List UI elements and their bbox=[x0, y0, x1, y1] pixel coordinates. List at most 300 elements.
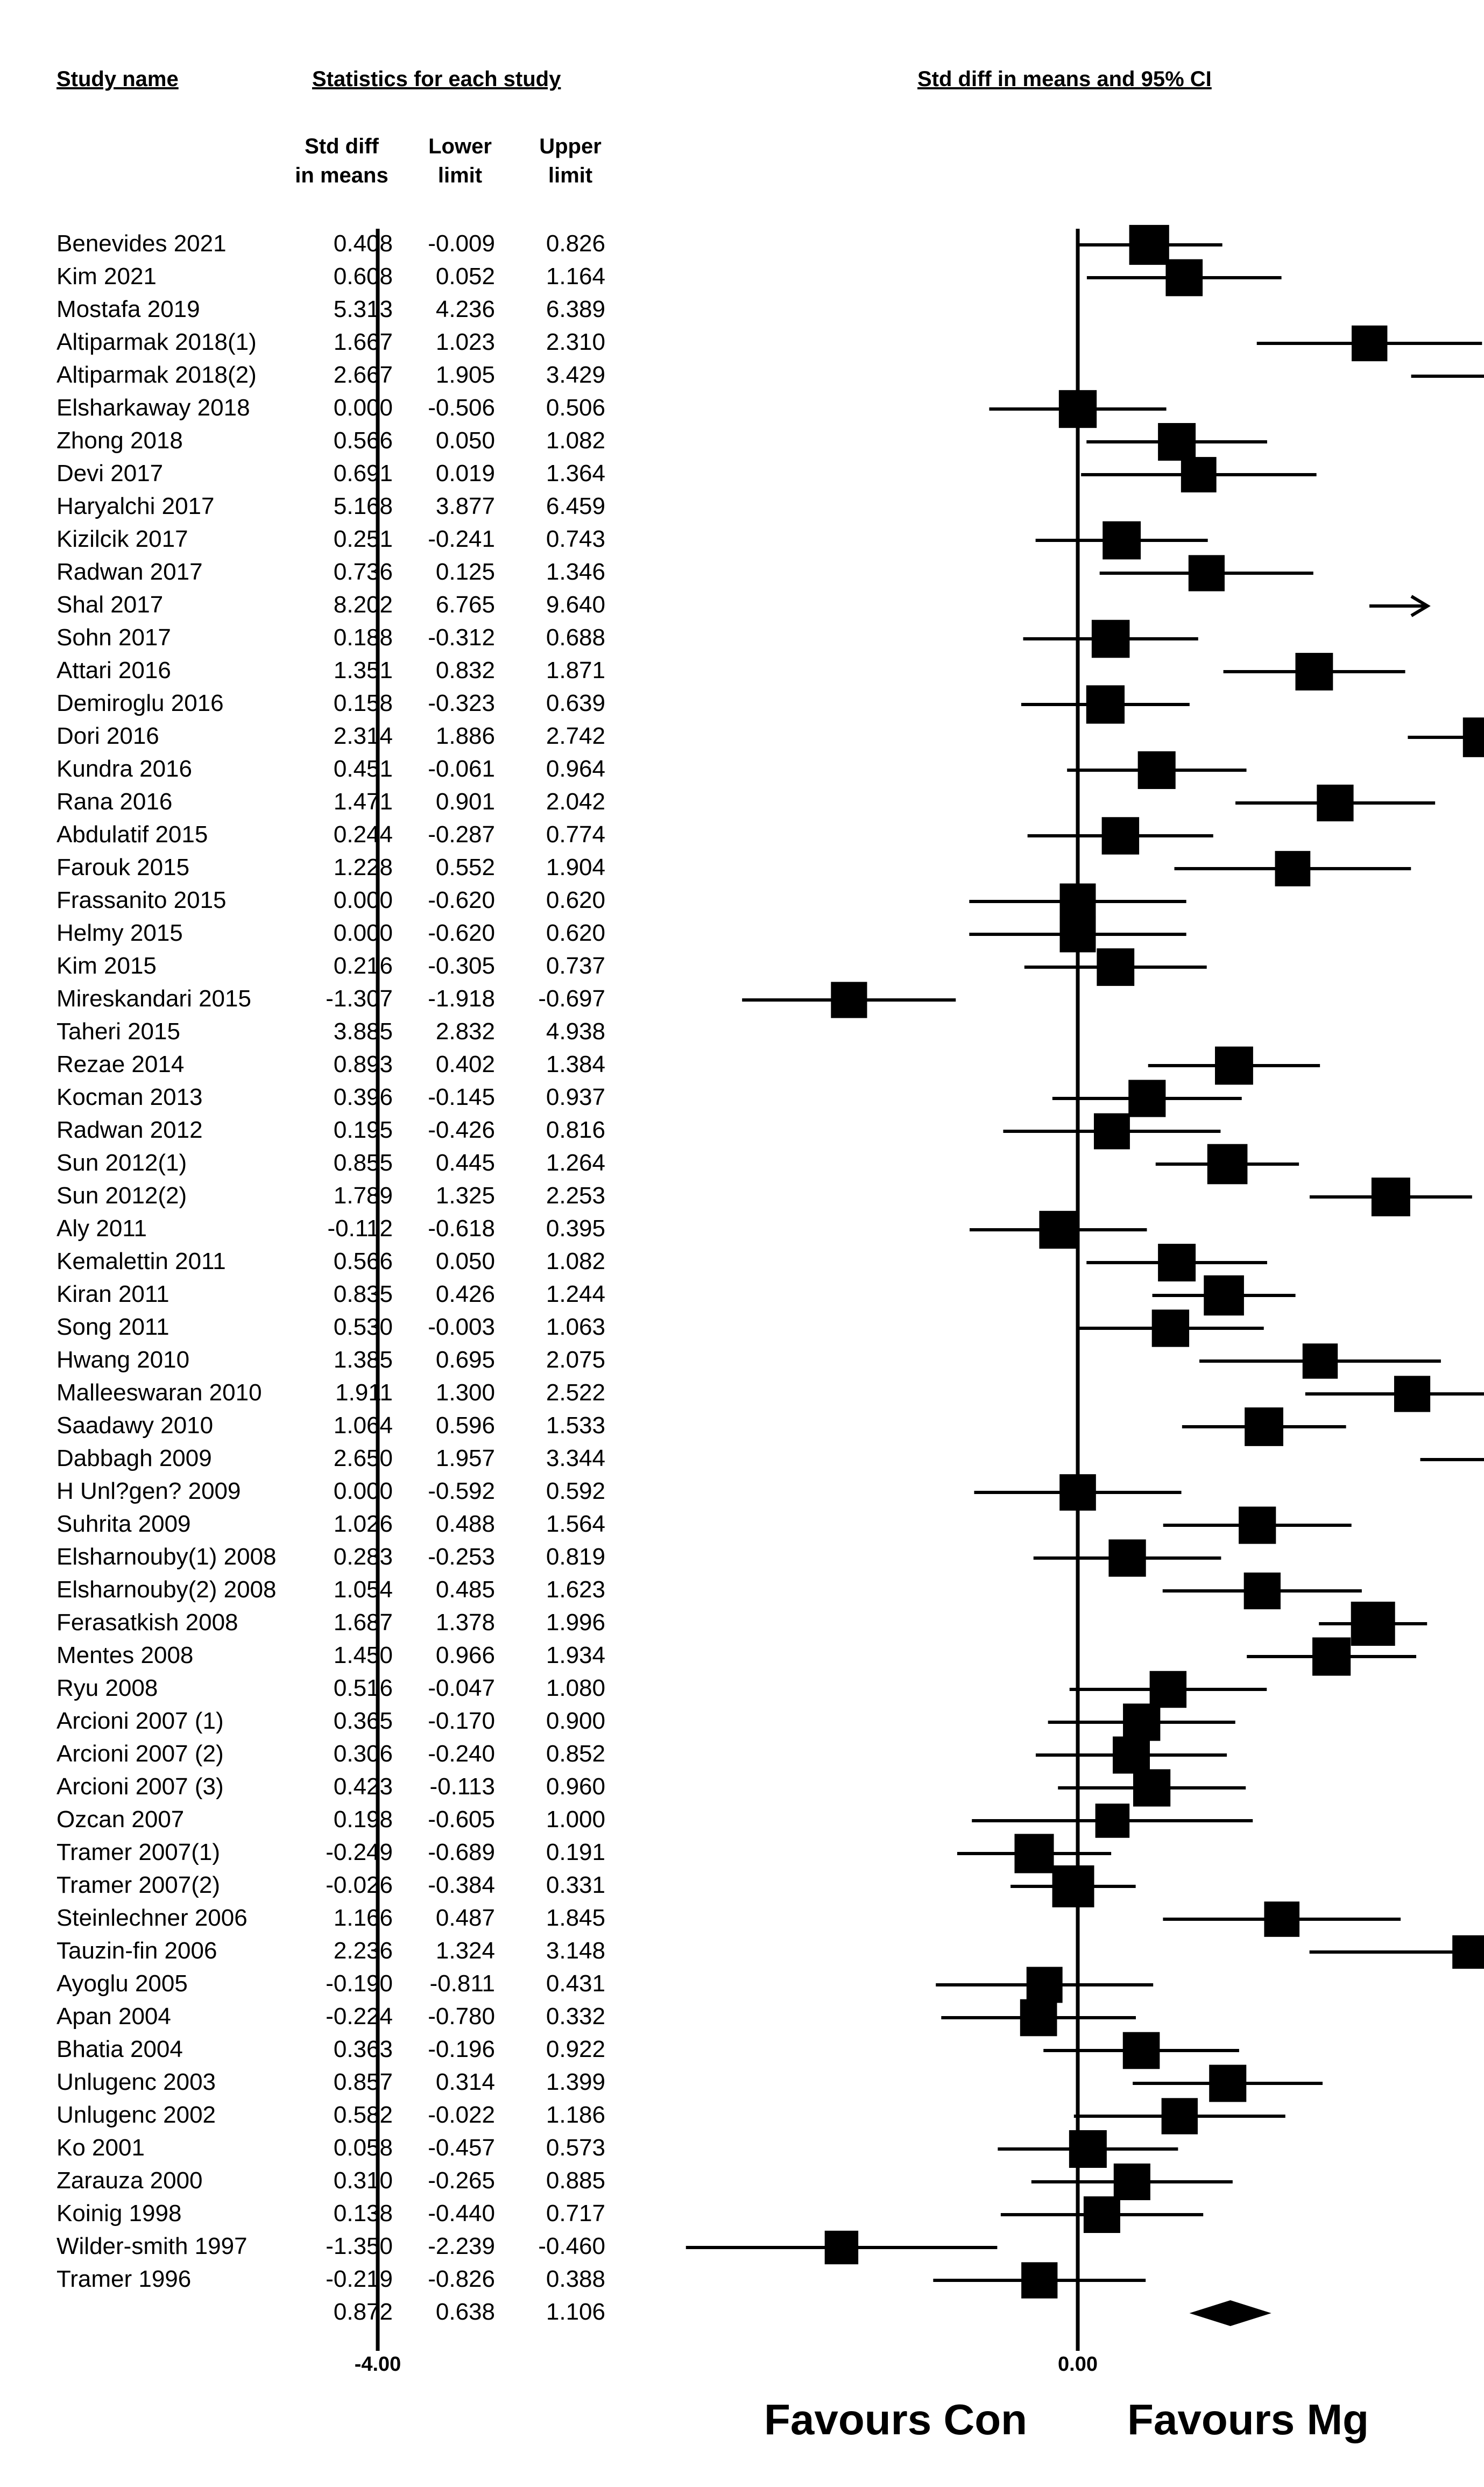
lower-limit-value: -0.003 bbox=[428, 1314, 495, 1340]
lower-limit-value: -0.113 bbox=[429, 1773, 495, 1800]
upper-limit-value: 0.431 bbox=[546, 1970, 605, 1997]
lower-limit-value: -0.305 bbox=[428, 953, 495, 979]
smd-value: 1.450 bbox=[333, 1642, 393, 1668]
effect-box bbox=[1086, 685, 1125, 723]
study-name: Ferasatkish 2008 bbox=[56, 1609, 238, 1636]
effect-box bbox=[1092, 620, 1130, 658]
pooled-upper-value: 1.106 bbox=[546, 2299, 605, 2325]
study-name: Farouk 2015 bbox=[56, 854, 190, 880]
smd-value: 1.026 bbox=[333, 1511, 393, 1537]
study-name: Aly 2011 bbox=[56, 1215, 147, 1242]
smd-value: 2.650 bbox=[333, 1445, 393, 1471]
upper-header-line2: limit bbox=[548, 164, 593, 187]
lower-limit-value: -0.440 bbox=[428, 2200, 495, 2227]
favours-right-label: Favours Mg bbox=[1127, 2396, 1369, 2443]
effect-box bbox=[1394, 1376, 1430, 1412]
statistics-header: Statistics for each study bbox=[312, 67, 561, 91]
effect-box bbox=[1059, 390, 1097, 428]
smd-value: 0.216 bbox=[333, 953, 393, 979]
lower-limit-value: 1.378 bbox=[435, 1609, 495, 1636]
upper-limit-value: 1.164 bbox=[546, 263, 605, 290]
effect-box bbox=[1014, 1834, 1054, 1873]
study-name: Kiran 2011 bbox=[56, 1281, 169, 1307]
lower-limit-value: 3.877 bbox=[435, 493, 495, 519]
upper-limit-value: 1.564 bbox=[546, 1511, 605, 1537]
smd-value: 1.054 bbox=[333, 1576, 393, 1603]
upper-limit-value: 0.737 bbox=[546, 953, 605, 979]
effect-box bbox=[1351, 1602, 1395, 1646]
smd-value: 0.000 bbox=[333, 920, 393, 946]
smd-value: 0.000 bbox=[333, 1478, 393, 1504]
effect-box bbox=[1295, 653, 1333, 691]
lower-limit-value: 0.901 bbox=[435, 788, 495, 815]
smd-value: 0.855 bbox=[333, 1150, 393, 1176]
effect-box bbox=[1189, 555, 1225, 591]
x-tick-label: -4.00 bbox=[354, 2353, 401, 2376]
lower-limit-value: -0.620 bbox=[428, 920, 495, 946]
effect-box bbox=[1128, 1080, 1165, 1117]
effect-box bbox=[1264, 1901, 1299, 1937]
study-name: Frassanito 2015 bbox=[56, 887, 227, 913]
effect-box bbox=[1245, 1407, 1283, 1446]
upper-limit-value: 0.620 bbox=[546, 920, 605, 946]
lower-limit-value: 4.236 bbox=[435, 296, 495, 322]
smd-value: 0.138 bbox=[333, 2200, 393, 2227]
effect-box bbox=[1096, 1803, 1130, 1838]
effect-box bbox=[1103, 522, 1141, 560]
smd-value: 2.236 bbox=[333, 1938, 393, 1964]
upper-limit-value: 0.388 bbox=[546, 2266, 605, 2292]
upper-header-line1: Upper bbox=[539, 135, 602, 158]
effect-box bbox=[1165, 259, 1203, 297]
effect-box bbox=[1244, 1573, 1281, 1609]
study-name: Kemalettin 2011 bbox=[56, 1248, 226, 1274]
effect-box bbox=[1239, 1506, 1276, 1544]
study-name: Dabbagh 2009 bbox=[56, 1445, 212, 1471]
effect-box bbox=[1102, 817, 1139, 854]
study-name: Steinlechner 2006 bbox=[56, 1905, 248, 1931]
study-name: Dori 2016 bbox=[56, 723, 159, 749]
x-tick-label: 0.00 bbox=[1058, 2353, 1098, 2376]
effect-box bbox=[1060, 884, 1096, 920]
smd-value: 0.530 bbox=[333, 1314, 393, 1340]
smd-value: 0.608 bbox=[333, 263, 393, 290]
lower-limit-value: 0.050 bbox=[435, 427, 495, 454]
effect-box bbox=[1039, 1211, 1077, 1249]
smd-value: -0.112 bbox=[327, 1215, 393, 1242]
effect-box bbox=[1133, 1769, 1170, 1806]
upper-limit-value: 3.148 bbox=[546, 1938, 605, 1964]
lower-limit-value: -0.426 bbox=[428, 1117, 495, 1143]
upper-limit-value: 0.774 bbox=[546, 821, 605, 848]
lower-limit-value: -0.312 bbox=[428, 624, 495, 651]
upper-limit-value: 0.937 bbox=[546, 1084, 605, 1110]
upper-limit-value: 6.459 bbox=[546, 493, 605, 519]
upper-limit-value: 1.346 bbox=[546, 559, 605, 585]
smd-value: -0.026 bbox=[326, 1872, 393, 1898]
lower-limit-value: 1.886 bbox=[435, 723, 495, 749]
effect-box bbox=[1113, 1737, 1150, 1774]
effect-box bbox=[1129, 225, 1169, 265]
upper-limit-value: 0.960 bbox=[546, 1773, 605, 1800]
lower-limit-value: 0.485 bbox=[435, 1576, 495, 1603]
lower-limit-value: -0.253 bbox=[428, 1544, 495, 1570]
smd-value: 1.351 bbox=[333, 657, 393, 684]
study-name: Demiroglu 2016 bbox=[56, 690, 224, 716]
effect-box bbox=[1020, 1999, 1057, 2037]
smd-value: 1.471 bbox=[333, 788, 393, 815]
smd-value: 0.423 bbox=[333, 1773, 393, 1800]
study-name: Devi 2017 bbox=[56, 460, 164, 487]
lower-limit-value: -0.022 bbox=[428, 2102, 495, 2128]
smd-value: 0.566 bbox=[333, 1248, 393, 1274]
upper-limit-value: 1.244 bbox=[546, 1281, 605, 1307]
lower-limit-value: -0.265 bbox=[428, 2167, 495, 2194]
study-name-header: Study name bbox=[56, 67, 179, 91]
upper-limit-value: 1.186 bbox=[546, 2102, 605, 2128]
upper-limit-value: 1.871 bbox=[546, 657, 605, 684]
lower-limit-value: -0.241 bbox=[428, 526, 495, 552]
effect-box bbox=[1123, 2032, 1160, 2069]
lower-limit-value: 0.050 bbox=[435, 1248, 495, 1274]
pooled-smd-value: 0.872 bbox=[333, 2299, 393, 2325]
study-name: Taheri 2015 bbox=[56, 1018, 180, 1045]
upper-limit-value: 1.845 bbox=[546, 1905, 605, 1931]
smd-header-line1: Std diff bbox=[305, 135, 379, 158]
study-name: Rana 2016 bbox=[56, 788, 173, 815]
study-name: Unlugenc 2002 bbox=[56, 2102, 216, 2128]
upper-limit-value: 3.344 bbox=[546, 1445, 605, 1471]
lower-limit-value: 1.325 bbox=[435, 1182, 495, 1209]
study-name: Sun 2012(2) bbox=[56, 1182, 187, 1209]
lower-limit-value: -0.061 bbox=[428, 756, 495, 782]
upper-limit-value: 0.816 bbox=[546, 1117, 605, 1143]
effect-box bbox=[1158, 1244, 1196, 1281]
smd-value: 1.385 bbox=[333, 1347, 393, 1373]
upper-limit-value: 0.900 bbox=[546, 1708, 605, 1734]
upper-limit-value: 1.364 bbox=[546, 460, 605, 487]
upper-limit-value: 1.264 bbox=[546, 1150, 605, 1176]
upper-limit-value: 0.639 bbox=[546, 690, 605, 716]
upper-limit-value: 0.191 bbox=[546, 1839, 605, 1865]
effect-box bbox=[1052, 1865, 1094, 1907]
lower-limit-value: -0.826 bbox=[428, 2266, 495, 2292]
effect-box bbox=[1060, 917, 1096, 953]
effect-box bbox=[1209, 2065, 1246, 2102]
study-name: Kim 2015 bbox=[56, 953, 157, 979]
upper-limit-value: 0.620 bbox=[546, 887, 605, 913]
lower-limit-value: -0.170 bbox=[428, 1708, 495, 1734]
lower-limit-value: -0.620 bbox=[428, 887, 495, 913]
lower-limit-value: -0.009 bbox=[428, 230, 495, 257]
smd-value: 5.168 bbox=[333, 493, 393, 519]
upper-limit-value: 1.063 bbox=[546, 1314, 605, 1340]
lower-limit-value: 0.832 bbox=[435, 657, 495, 684]
smd-value: 0.310 bbox=[333, 2167, 393, 2194]
study-name: Kim 2021 bbox=[56, 263, 157, 290]
upper-limit-value: 1.000 bbox=[546, 1806, 605, 1833]
study-name: Benevides 2021 bbox=[56, 230, 227, 257]
smd-value: 0.188 bbox=[333, 624, 393, 651]
effect-box bbox=[1059, 1474, 1096, 1511]
lower-limit-value: -0.780 bbox=[428, 2003, 495, 2030]
smd-value: 0.396 bbox=[333, 1084, 393, 1110]
study-name: Apan 2004 bbox=[56, 2003, 171, 2030]
study-name: Tramer 2007(2) bbox=[56, 1872, 221, 1898]
lower-limit-value: -0.506 bbox=[428, 394, 495, 421]
effect-box bbox=[1303, 1343, 1338, 1378]
lower-limit-value: -0.605 bbox=[428, 1806, 495, 1833]
study-name: Zhong 2018 bbox=[56, 427, 183, 454]
smd-value: 0.000 bbox=[333, 887, 393, 913]
upper-limit-value: 0.964 bbox=[546, 756, 605, 782]
lower-limit-value: -0.323 bbox=[428, 690, 495, 716]
smd-value: -0.219 bbox=[326, 2266, 393, 2292]
study-name: Zarauza 2000 bbox=[56, 2167, 203, 2194]
smd-header-line2: in means bbox=[295, 164, 388, 187]
lower-header-line1: Lower bbox=[428, 135, 492, 158]
effect-box bbox=[1108, 1539, 1146, 1576]
effect-box bbox=[1084, 2196, 1120, 2233]
lower-limit-value: 1.324 bbox=[435, 1938, 495, 1964]
study-name: Arcioni 2007 (2) bbox=[56, 1741, 224, 1767]
upper-limit-value: 2.075 bbox=[546, 1347, 605, 1373]
effect-box bbox=[1162, 2098, 1198, 2134]
upper-limit-value: 9.640 bbox=[546, 591, 605, 618]
smd-value: 1.911 bbox=[335, 1379, 393, 1406]
smd-value: 0.582 bbox=[333, 2102, 393, 2128]
smd-value: 0.516 bbox=[333, 1675, 393, 1701]
smd-value: 0.058 bbox=[333, 2134, 393, 2161]
smd-value: 1.687 bbox=[333, 1609, 393, 1636]
upper-limit-value: 0.885 bbox=[546, 2167, 605, 2194]
lower-limit-value: -0.592 bbox=[428, 1478, 495, 1504]
study-name: Sun 2012(1) bbox=[56, 1150, 187, 1176]
effect-box bbox=[1452, 1935, 1484, 1969]
smd-value: -0.224 bbox=[326, 2003, 393, 2030]
lower-limit-value: 0.052 bbox=[435, 263, 495, 290]
smd-value: -1.307 bbox=[326, 985, 393, 1012]
study-name: Ayoglu 2005 bbox=[56, 1970, 188, 1997]
smd-value: 2.667 bbox=[333, 362, 393, 388]
smd-value: 8.202 bbox=[333, 591, 393, 618]
effect-box bbox=[825, 2231, 858, 2264]
effect-box bbox=[1021, 2262, 1057, 2298]
upper-limit-value: 1.082 bbox=[546, 427, 605, 454]
lower-limit-value: 1.905 bbox=[435, 362, 495, 388]
upper-limit-value: 1.080 bbox=[546, 1675, 605, 1701]
upper-limit-value: 0.688 bbox=[546, 624, 605, 651]
study-name: Elsharkaway 2018 bbox=[56, 394, 250, 421]
lower-limit-value: 0.314 bbox=[435, 2069, 495, 2095]
effect-box bbox=[1215, 1047, 1253, 1085]
upper-limit-value: 0.395 bbox=[546, 1215, 605, 1242]
smd-value: 0.566 bbox=[333, 427, 393, 454]
study-name: Unlugenc 2003 bbox=[56, 2069, 216, 2095]
lower-limit-value: 0.552 bbox=[435, 854, 495, 880]
smd-value: 1.064 bbox=[333, 1412, 393, 1439]
smd-value: 0.198 bbox=[333, 1806, 393, 1833]
upper-limit-value: 0.852 bbox=[546, 1741, 605, 1767]
effect-box bbox=[1372, 1178, 1410, 1216]
smd-value: 0.363 bbox=[333, 2036, 393, 2062]
lower-limit-value: -0.689 bbox=[428, 1839, 495, 1865]
smd-value: 2.314 bbox=[333, 723, 393, 749]
study-name: Tramer 2007(1) bbox=[56, 1839, 221, 1865]
lower-header-line2: limit bbox=[437, 164, 483, 187]
upper-limit-value: 1.623 bbox=[546, 1576, 605, 1603]
study-name: Kizilcik 2017 bbox=[56, 526, 188, 552]
lower-limit-value: 0.966 bbox=[435, 1642, 495, 1668]
lower-limit-value: -1.918 bbox=[428, 985, 495, 1012]
study-name: Koinig 1998 bbox=[56, 2200, 182, 2227]
study-name: Rezae 2014 bbox=[56, 1051, 185, 1077]
study-name: Malleeswaran 2010 bbox=[56, 1379, 262, 1406]
upper-limit-value: -0.697 bbox=[538, 985, 605, 1012]
study-name: Tramer 1996 bbox=[56, 2266, 192, 2292]
lower-limit-value: 0.426 bbox=[435, 1281, 495, 1307]
effect-box bbox=[1094, 1114, 1130, 1150]
study-name: Altiparmak 2018(1) bbox=[56, 329, 257, 355]
study-name: Wilder-smith 1997 bbox=[56, 2233, 248, 2259]
upper-limit-value: 1.996 bbox=[546, 1609, 605, 1636]
lower-limit-value: 0.487 bbox=[435, 1905, 495, 1931]
upper-limit-value: 1.384 bbox=[546, 1051, 605, 1077]
lower-limit-value: 1.957 bbox=[435, 1445, 495, 1471]
effect-box bbox=[1207, 1144, 1248, 1185]
effect-box bbox=[1463, 717, 1484, 757]
lower-limit-value: 0.019 bbox=[435, 460, 495, 487]
lower-limit-value: 1.023 bbox=[435, 329, 495, 355]
study-name: Sohn 2017 bbox=[56, 624, 171, 651]
upper-limit-value: 0.819 bbox=[546, 1544, 605, 1570]
effect-box bbox=[1069, 2130, 1107, 2168]
study-name: Arcioni 2007 (1) bbox=[56, 1708, 224, 1734]
upper-limit-value: 1.399 bbox=[546, 2069, 605, 2095]
study-name: Song 2011 bbox=[56, 1314, 169, 1340]
lower-limit-value: -0.196 bbox=[428, 2036, 495, 2062]
upper-limit-value: 0.331 bbox=[546, 1872, 605, 1898]
lower-limit-value: -0.145 bbox=[428, 1084, 495, 1110]
effect-box bbox=[1312, 1637, 1351, 1675]
upper-limit-value: 2.253 bbox=[546, 1182, 605, 1209]
effect-box bbox=[1138, 751, 1176, 789]
smd-value: 0.736 bbox=[333, 559, 393, 585]
study-name: Ryu 2008 bbox=[56, 1675, 158, 1701]
upper-limit-value: 0.826 bbox=[546, 230, 605, 257]
study-name: Altiparmak 2018(2) bbox=[56, 362, 257, 388]
smd-value: 1.166 bbox=[333, 1905, 393, 1931]
upper-limit-value: 1.533 bbox=[546, 1412, 605, 1439]
upper-limit-value: 0.743 bbox=[546, 526, 605, 552]
smd-value: 0.365 bbox=[333, 1708, 393, 1734]
upper-limit-value: 1.934 bbox=[546, 1642, 605, 1668]
study-name: Kundra 2016 bbox=[56, 756, 192, 782]
lower-limit-value: 2.832 bbox=[435, 1018, 495, 1045]
smd-value: 0.306 bbox=[333, 1741, 393, 1767]
study-name: Helmy 2015 bbox=[56, 920, 183, 946]
smd-value: 1.789 bbox=[333, 1182, 393, 1209]
lower-limit-value: -0.240 bbox=[428, 1741, 495, 1767]
effect-box bbox=[1114, 2164, 1150, 2200]
effect-box bbox=[1181, 457, 1217, 492]
study-name: Suhrita 2009 bbox=[56, 1511, 191, 1537]
smd-value: 1.667 bbox=[333, 329, 393, 355]
smd-value: 0.283 bbox=[333, 1544, 393, 1570]
study-name: Shal 2017 bbox=[56, 591, 164, 618]
study-name: Abdulatif 2015 bbox=[56, 821, 208, 848]
upper-limit-value: 2.310 bbox=[546, 329, 605, 355]
upper-limit-value: 3.429 bbox=[546, 362, 605, 388]
lower-limit-value: -0.287 bbox=[428, 821, 495, 848]
upper-limit-value: -0.460 bbox=[538, 2233, 605, 2259]
smd-value: 1.228 bbox=[333, 854, 393, 880]
study-name: Ko 2001 bbox=[56, 2134, 145, 2161]
smd-value: 5.313 bbox=[333, 296, 393, 322]
effect-box bbox=[1152, 1309, 1189, 1347]
lower-limit-value: 1.300 bbox=[435, 1379, 495, 1406]
lower-limit-value: -0.811 bbox=[429, 1970, 495, 1997]
lower-limit-value: -0.384 bbox=[428, 1872, 495, 1898]
lower-limit-value: 6.765 bbox=[435, 591, 495, 618]
smd-value: 0.691 bbox=[333, 460, 393, 487]
effect-box bbox=[1317, 785, 1353, 821]
lower-limit-value: 0.445 bbox=[435, 1150, 495, 1176]
effect-box bbox=[1204, 1276, 1244, 1316]
study-name: Elsharnouby(2) 2008 bbox=[56, 1576, 277, 1603]
pooled-lower-value: 0.638 bbox=[435, 2299, 495, 2325]
study-name: H Unl?gen? 2009 bbox=[56, 1478, 241, 1504]
study-name: Hwang 2010 bbox=[56, 1347, 190, 1373]
upper-limit-value: 1.082 bbox=[546, 1248, 605, 1274]
study-name: Ozcan 2007 bbox=[56, 1806, 185, 1833]
study-name: Bhatia 2004 bbox=[56, 2036, 183, 2062]
effect-box bbox=[831, 982, 867, 1018]
lower-limit-value: -0.457 bbox=[428, 2134, 495, 2161]
effect-box bbox=[1123, 1703, 1160, 1741]
lower-limit-value: 0.125 bbox=[435, 559, 495, 585]
lower-limit-value: 0.596 bbox=[435, 1412, 495, 1439]
smd-value: -0.249 bbox=[326, 1839, 393, 1865]
study-name: Attari 2016 bbox=[56, 657, 171, 684]
smd-value: 0.408 bbox=[333, 230, 393, 257]
upper-limit-value: 1.904 bbox=[546, 854, 605, 880]
study-name: Saadawy 2010 bbox=[56, 1412, 214, 1439]
study-name: Arcioni 2007 (3) bbox=[56, 1773, 224, 1800]
effect-box bbox=[1275, 851, 1311, 886]
smd-value: 0.000 bbox=[333, 394, 393, 421]
study-name: Mentes 2008 bbox=[56, 1642, 194, 1668]
smd-value: 3.885 bbox=[333, 1018, 393, 1045]
study-name: Radwan 2012 bbox=[56, 1117, 203, 1143]
study-name: Mireskandari 2015 bbox=[56, 985, 251, 1012]
lower-limit-value: 0.488 bbox=[435, 1511, 495, 1537]
lower-limit-value: -0.618 bbox=[428, 1215, 495, 1242]
smd-value: 0.244 bbox=[333, 821, 393, 848]
smd-value: 0.251 bbox=[333, 526, 393, 552]
pooled-diamond bbox=[1190, 2300, 1271, 2326]
smd-value: 0.158 bbox=[333, 690, 393, 716]
effect-box bbox=[1158, 423, 1196, 461]
study-name: Kocman 2013 bbox=[56, 1084, 203, 1110]
upper-limit-value: 0.592 bbox=[546, 1478, 605, 1504]
upper-limit-value: 6.389 bbox=[546, 296, 605, 322]
lower-limit-value: -2.239 bbox=[428, 2233, 495, 2259]
smd-value: -0.190 bbox=[326, 1970, 393, 1997]
plot-title: Std diff in means and 95% CI bbox=[917, 67, 1212, 91]
upper-limit-value: 2.042 bbox=[546, 788, 605, 815]
smd-value: 0.195 bbox=[333, 1117, 393, 1143]
